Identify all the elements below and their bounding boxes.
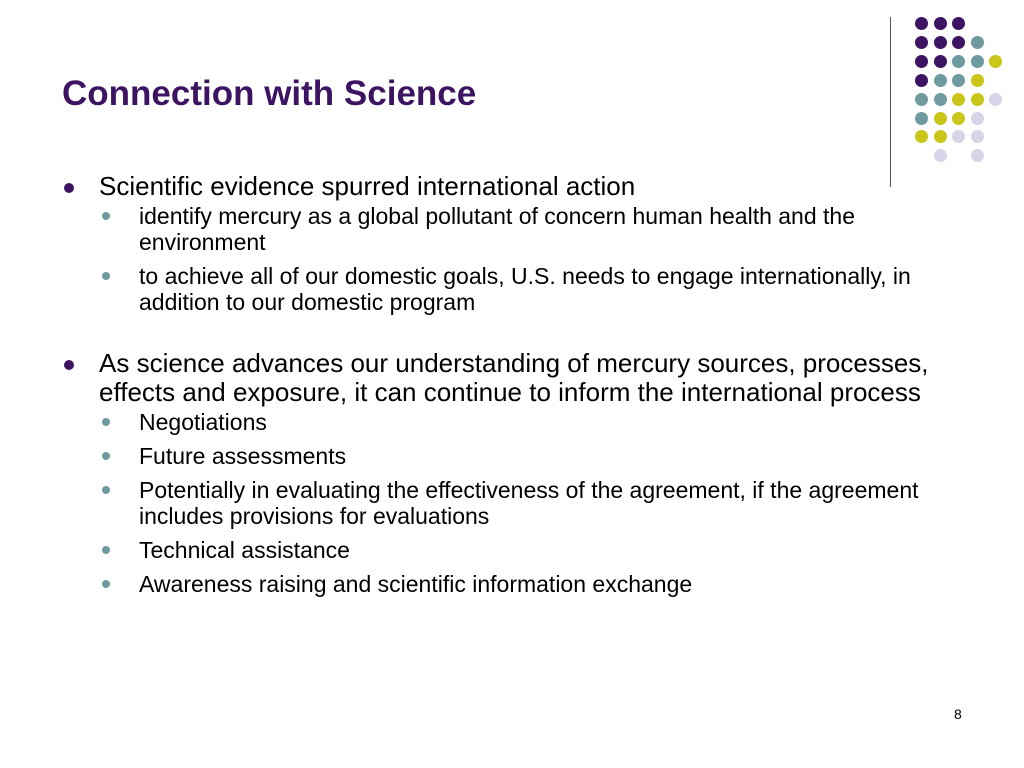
sub-bullet-item bbox=[99, 571, 982, 597]
sub-bullet-item bbox=[99, 409, 982, 435]
grid-dot bbox=[915, 55, 928, 68]
sub-bullet-item bbox=[99, 477, 982, 529]
grid-dot bbox=[952, 74, 965, 87]
grid-dot bbox=[915, 36, 928, 49]
sub-bullet-text: Potentially in evaluating the effectiveness of the agreement, if the agreement includes provisions for evaluations bbox=[139, 477, 919, 529]
grid-dot bbox=[915, 93, 928, 106]
grid-dot bbox=[952, 130, 965, 143]
bullet-item bbox=[62, 172, 982, 315]
grid-dot bbox=[971, 55, 984, 68]
grid-dot bbox=[971, 93, 984, 106]
bullet-dot-icon bbox=[64, 183, 74, 193]
sub-bullet-text: Negotiations bbox=[139, 409, 267, 435]
grid-dot bbox=[934, 74, 947, 87]
grid-dot bbox=[915, 17, 928, 30]
sub-bullet-text: to achieve all of our domestic goals, U.S. needs to engage internationally, in addition to our domestic program bbox=[139, 263, 911, 315]
grid-dot bbox=[934, 55, 947, 68]
grid-dot bbox=[915, 130, 928, 143]
bullet-dot-icon bbox=[64, 360, 74, 370]
grid-dot bbox=[934, 93, 947, 106]
divider-line bbox=[890, 17, 891, 187]
sub-bullet-text: identify mercury as a global pollutant of concern human health and the environment bbox=[139, 203, 855, 255]
sub-bullet-dot-icon bbox=[102, 272, 110, 280]
sub-bullet-dot-icon bbox=[102, 486, 110, 494]
sub-bullet-item bbox=[99, 203, 982, 255]
grid-dot bbox=[915, 74, 928, 87]
grid-dot bbox=[934, 36, 947, 49]
sub-bullet-dot-icon bbox=[102, 212, 110, 220]
sub-bullet-list bbox=[99, 409, 982, 597]
sub-bullet-item bbox=[99, 537, 982, 563]
grid-dot bbox=[952, 93, 965, 106]
grid-dot bbox=[934, 130, 947, 143]
sub-bullet-item bbox=[99, 443, 982, 469]
grid-dot bbox=[971, 149, 984, 162]
sub-bullet-text: Technical assistance bbox=[139, 537, 350, 563]
sub-bullet-dot-icon bbox=[102, 546, 110, 554]
grid-dot bbox=[952, 36, 965, 49]
grid-dot bbox=[952, 17, 965, 30]
grid-dot bbox=[934, 149, 947, 162]
sub-bullet-dot-icon bbox=[102, 452, 110, 460]
page-number: 8 bbox=[954, 706, 962, 722]
grid-dot bbox=[989, 55, 1002, 68]
grid-dot bbox=[952, 112, 965, 125]
sub-bullet-dot-icon bbox=[102, 418, 110, 426]
sub-bullet-dot-icon bbox=[102, 580, 110, 588]
bullet-item bbox=[62, 349, 982, 597]
sub-bullet-text: Future assessments bbox=[139, 443, 347, 469]
bullet-text: Scientific evidence spurred international action bbox=[99, 171, 636, 201]
grid-dot bbox=[971, 36, 984, 49]
sub-bullet-list bbox=[99, 203, 982, 315]
grid-dot bbox=[971, 130, 984, 143]
slide-content bbox=[62, 172, 982, 605]
grid-dot bbox=[934, 17, 947, 30]
bullet-text: As science advances our understanding of mercury sources, processes, effects and exposure, it can continue to inform the international process bbox=[99, 348, 929, 407]
sub-bullet-item bbox=[99, 263, 982, 315]
grid-dot bbox=[952, 55, 965, 68]
grid-dot bbox=[971, 112, 984, 125]
grid-dot bbox=[915, 112, 928, 125]
sub-bullet-text: Awareness raising and scientific information exchange bbox=[139, 571, 693, 597]
grid-dot bbox=[971, 74, 984, 87]
grid-dot bbox=[989, 93, 1002, 106]
grid-dot bbox=[934, 112, 947, 125]
slide-title: Connection with Science bbox=[62, 74, 477, 113]
